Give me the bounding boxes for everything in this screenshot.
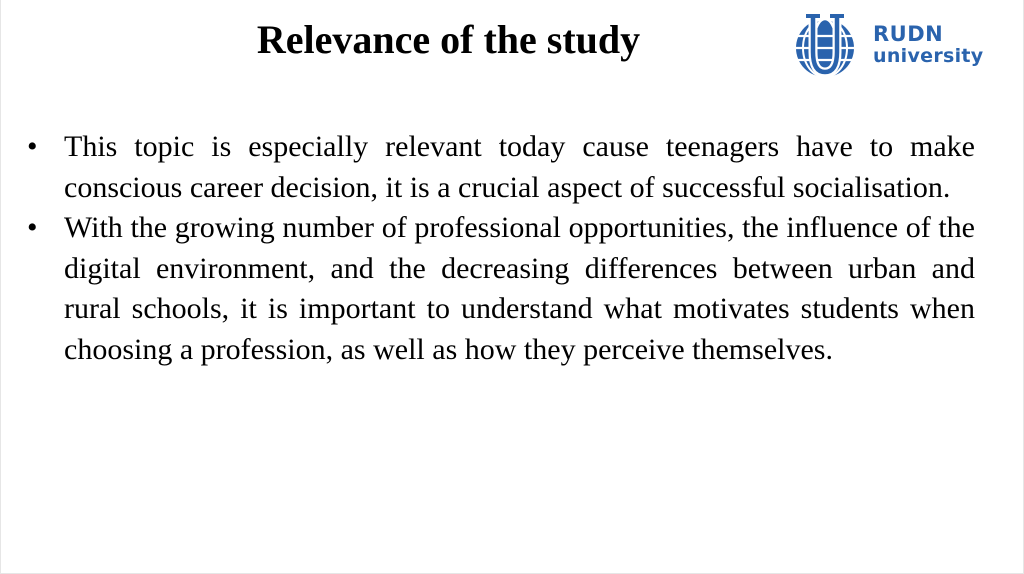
bullet-list — [27, 127, 975, 370]
bullet-text: With the growing number of professional opportunities, the influence of the digital environment, and the decreasing differences between urban and rural schools, it is important to understand what motivates students when choosing a profession, as well as how they perceive themselves. — [64, 211, 975, 366]
rudn-globe-emblem-icon — [789, 14, 861, 80]
bullet-text: This topic is especially relevant today cause teenagers have to make conscious career decision, it is a crucial aspect of successful socialisation. — [64, 130, 975, 204]
logo-text-rudn: RUDN — [873, 22, 944, 46]
bullet-marker: • — [27, 130, 38, 163]
slide-title: Relevance of the study — [256, 17, 641, 62]
bullet-marker: • — [27, 211, 38, 244]
bullet-item — [27, 127, 975, 208]
logo-wordmark — [873, 23, 984, 67]
bullet-item — [27, 208, 975, 370]
logo-text-university: university — [873, 45, 984, 67]
rudn-logo — [789, 14, 999, 80]
